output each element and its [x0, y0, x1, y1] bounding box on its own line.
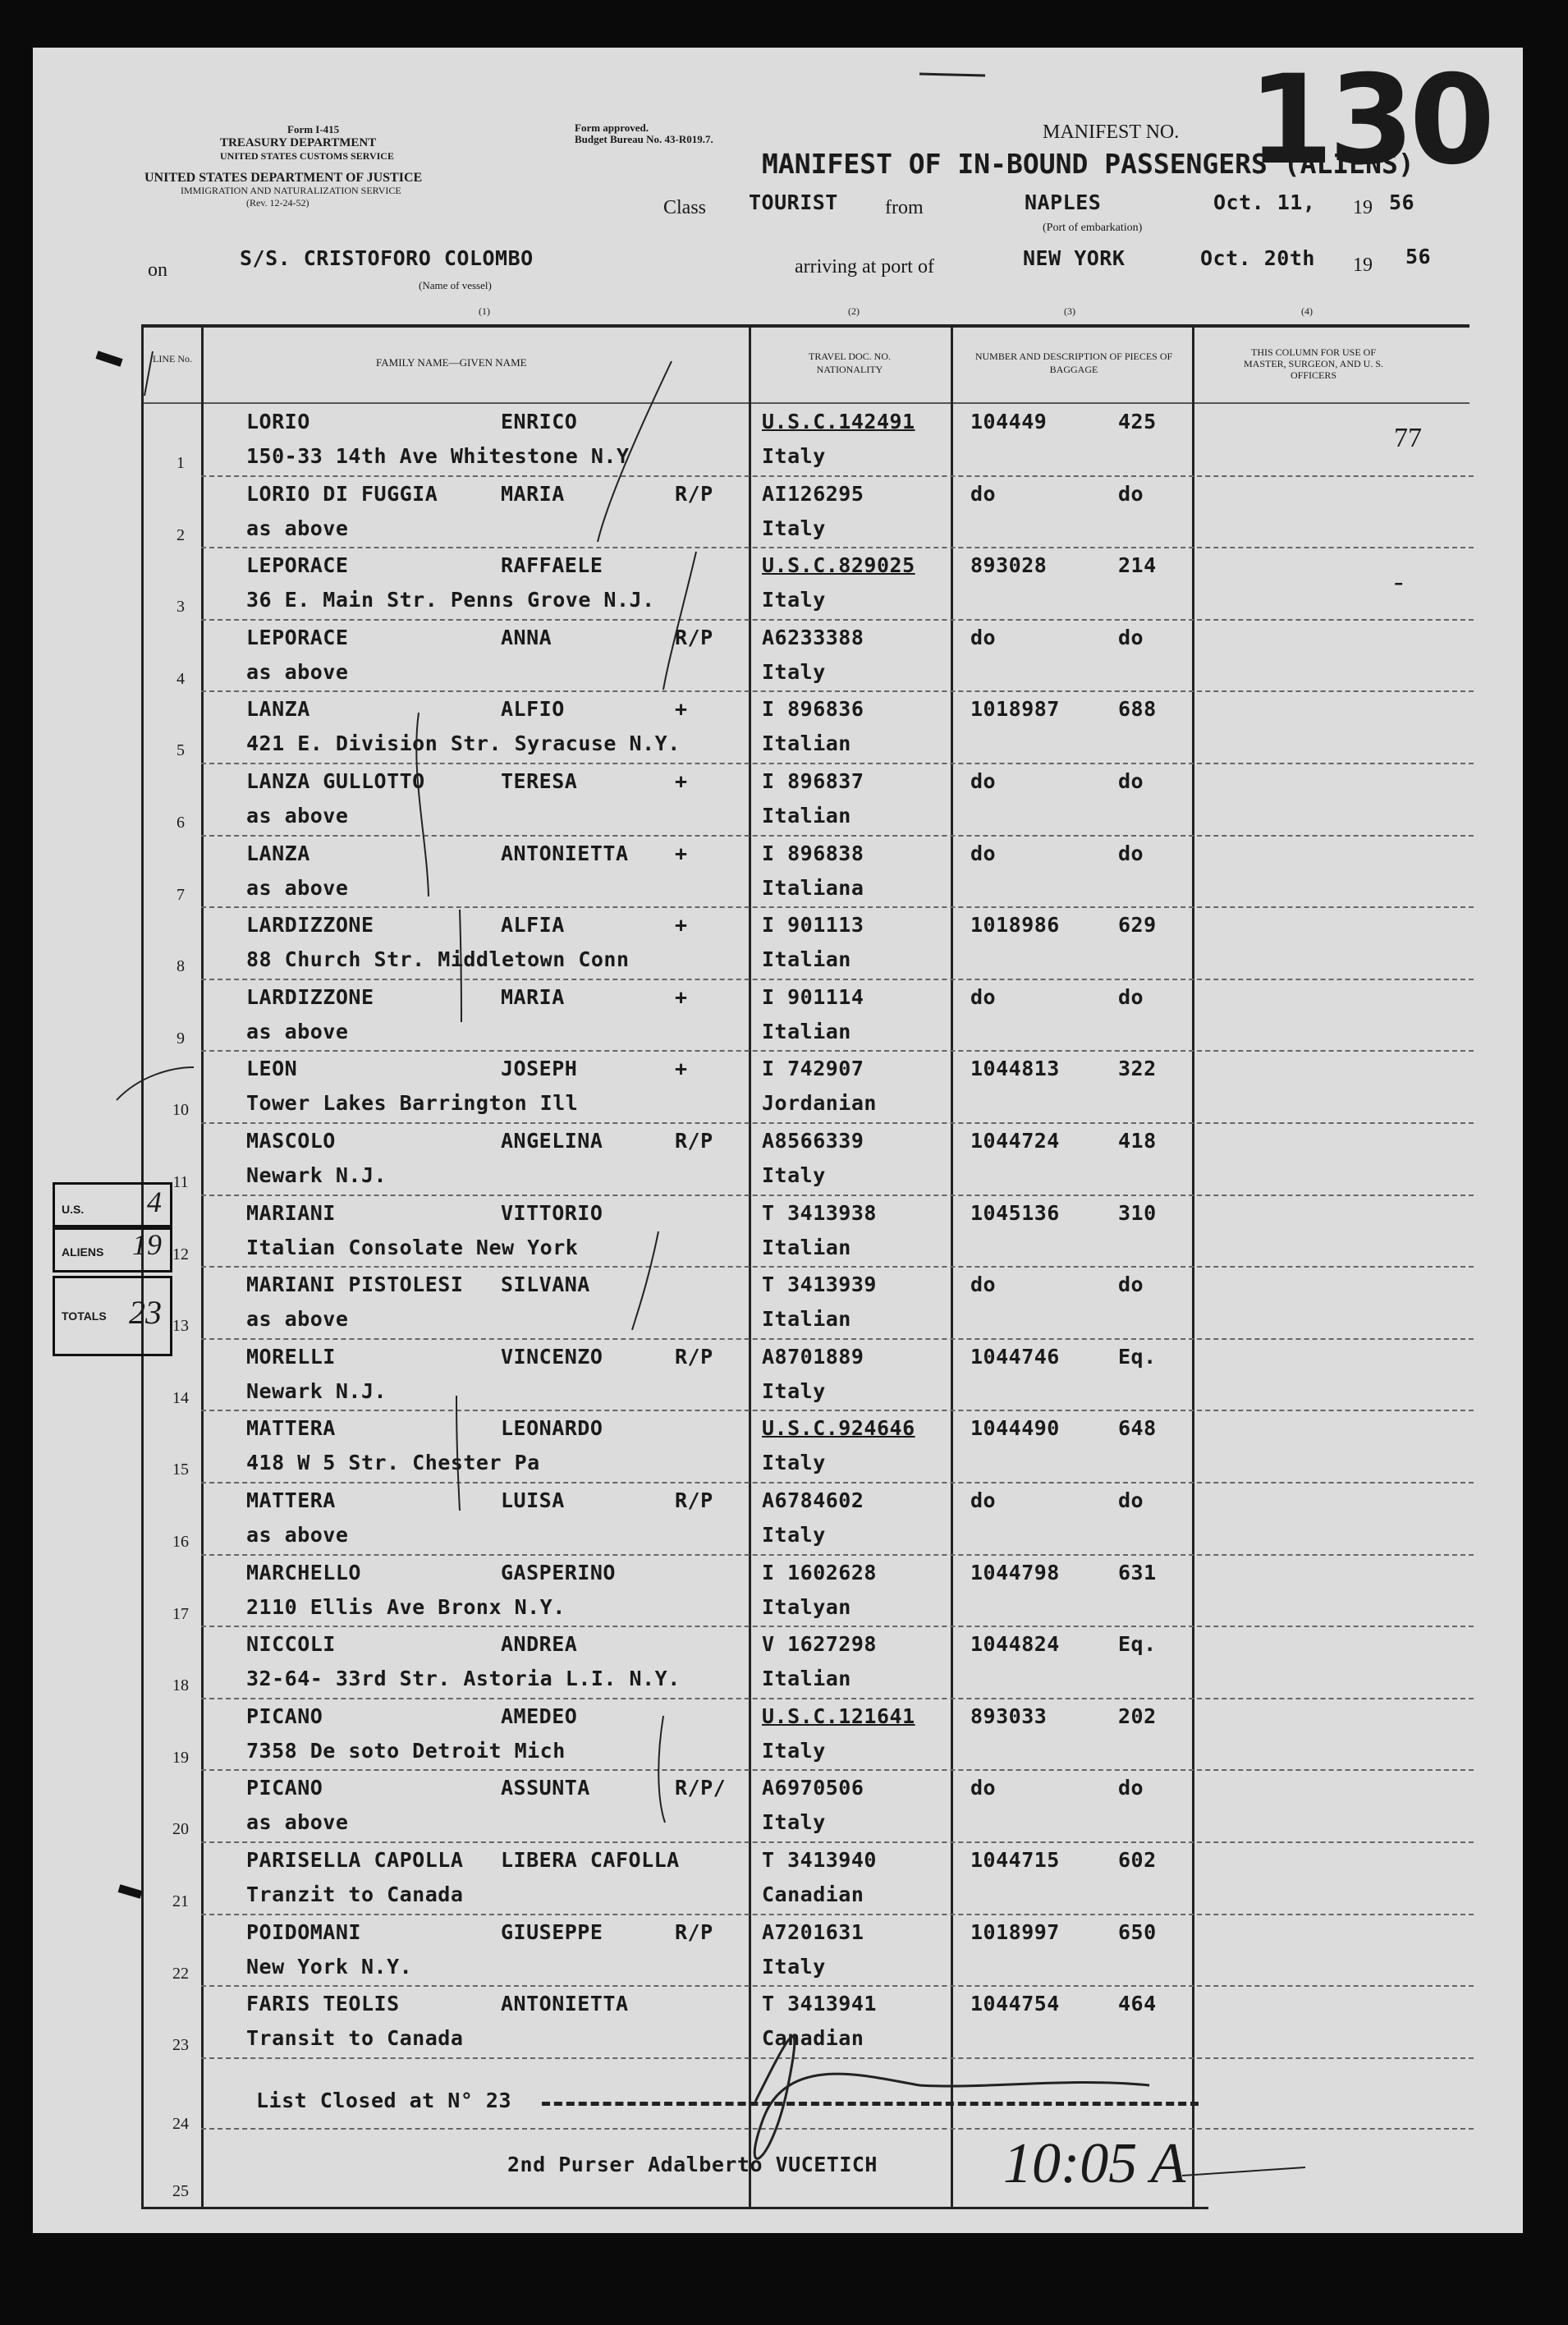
nationality: Italian: [762, 1667, 851, 1691]
baggage-number: do: [970, 625, 997, 649]
on-label: on: [148, 259, 167, 281]
status-mark: R/P: [675, 1344, 713, 1369]
baggage-number: do: [970, 1273, 997, 1297]
baggage-number: 1018997: [970, 1919, 1060, 1944]
list-closed-dash-line: [542, 2102, 1199, 2106]
nationality: Canadian: [762, 2026, 864, 2051]
travel-doc-number: U.S.C.142491: [762, 410, 915, 433]
nationality: Jordanian: [762, 1091, 877, 1116]
ins-service: IMMIGRATION AND NATURALIZATION SERVICE: [181, 185, 401, 196]
from-year: 56: [1389, 190, 1415, 214]
list-closed-note: List Closed at N° 23: [256, 2089, 512, 2112]
line-number: 10: [172, 1101, 189, 1120]
status-mark: +: [675, 697, 688, 722]
nationality: Italy: [762, 1523, 826, 1547]
address: Tranzit to Canada: [246, 1882, 464, 1906]
header-baggage: NUMBER AND DESCRIPTION OF PIECES OF BAGGAGE: [974, 351, 1173, 375]
budget-bureau: Budget Bureau No. 43-R019.7.: [575, 133, 713, 145]
baggage-pieces: do: [1118, 984, 1144, 1009]
line-number: 20: [172, 1820, 189, 1839]
year-prefix-2: 19: [1353, 255, 1373, 276]
vessel-name: S/S. CRISTOFORO COLOMBO: [240, 246, 534, 270]
tally-stamp-totals: [53, 1276, 172, 1356]
col-number-3: (3): [1064, 305, 1075, 317]
status-mark: +: [675, 913, 688, 938]
family-name: LARDIZZONE: [246, 984, 374, 1009]
family-name: POIDOMANI: [246, 1919, 361, 1944]
class-label: Class: [663, 197, 707, 218]
baggage-number: 1044754: [970, 1992, 1060, 2016]
line-number: 1: [177, 454, 185, 472]
baggage-pieces: 602: [1118, 1848, 1157, 1872]
row-rule: [201, 1626, 1474, 1627]
line-number: 3: [177, 598, 185, 617]
col-number-2: (2): [848, 305, 860, 317]
nationality: Italy: [762, 1451, 826, 1475]
given-name: AMEDEO: [501, 1704, 578, 1728]
baggage-number: 1018986: [970, 913, 1060, 938]
customs-service: UNITED STATES CUSTOMS SERVICE: [220, 150, 394, 162]
given-name: TERESA: [501, 769, 578, 793]
given-name: GIUSEPPE: [501, 1919, 603, 1944]
line-number: 11: [172, 1173, 189, 1191]
from-date: Oct. 11,: [1213, 190, 1316, 214]
header-officers: THIS COLUMN FOR USE OF MASTER, SURGEON, AND U. S. OFFICERS: [1243, 346, 1384, 381]
baggage-pieces: 464: [1118, 1992, 1157, 2016]
line-number-24: 24: [172, 2115, 189, 2133]
given-name: ASSUNTA: [501, 1776, 590, 1800]
address: 418 W 5 Str. Chester Pa: [246, 1451, 540, 1475]
baggage-number: 104449: [970, 410, 1048, 433]
travel-doc-number: T 3413941: [762, 1992, 877, 2016]
baggage-pieces: do: [1118, 769, 1144, 793]
given-name: VITTORIO: [501, 1200, 603, 1225]
baggage-pieces: do: [1118, 1776, 1144, 1800]
baggage-pieces: Eq.: [1118, 1344, 1157, 1369]
address: as above: [246, 659, 349, 684]
address: 88 Church Str. Middletown Conn: [246, 947, 630, 972]
nationality: Canadian: [762, 1882, 864, 1906]
form-id: Form I-415: [287, 123, 340, 135]
row-rule: [201, 835, 1474, 837]
row-rule: [201, 619, 1474, 621]
baggage-pieces: do: [1118, 841, 1144, 865]
line-number: 19: [172, 1748, 189, 1767]
stamp-label-totals: TOTALS: [62, 1309, 107, 1323]
table-top-rule: [141, 324, 1469, 328]
manifest-title: MANIFEST OF IN-BOUND PASSENGERS (ALIENS): [762, 148, 1414, 180]
given-name: ANTONIETTA: [501, 1992, 629, 2016]
travel-doc-number: U.S.C.829025: [762, 553, 915, 578]
baggage-number: 1044746: [970, 1344, 1060, 1369]
row-rule: [201, 1266, 1474, 1268]
family-name: PARISELLA CAPOLLA: [246, 1848, 464, 1872]
row-rule: [201, 1914, 1474, 1915]
baggage-pieces: 310: [1118, 1200, 1157, 1225]
address: 421 E. Division Str. Syracuse N.Y.: [246, 731, 681, 756]
baggage-pieces: 214: [1118, 553, 1157, 578]
line-number: 17: [172, 1604, 189, 1623]
baggage-number: 1044824: [970, 1632, 1060, 1657]
baggage-pieces: 418: [1118, 1129, 1157, 1153]
status-mark: R/P: [675, 1129, 713, 1153]
row-rule: [201, 1195, 1474, 1196]
stamp-label-us: U.S.: [62, 1203, 85, 1216]
family-name: PICANO: [246, 1776, 323, 1800]
status-mark: +: [675, 841, 688, 865]
class-value: TOURIST: [749, 190, 838, 214]
baggage-pieces: Eq.: [1118, 1632, 1157, 1657]
row-rule: [201, 1338, 1474, 1340]
family-name: MATTERA: [246, 1416, 336, 1441]
col-number-1: (1): [479, 305, 490, 317]
travel-doc-number: I 901114: [762, 984, 864, 1009]
arrival-time-note: 10:05 A: [1003, 2132, 1186, 2195]
travel-doc-number: U.S.C.121641: [762, 1704, 915, 1728]
given-name: MARIA: [501, 481, 565, 506]
header-bottom-rule: [141, 402, 1469, 404]
status-mark: R/P/: [675, 1776, 727, 1800]
given-name: MARIA: [501, 984, 565, 1009]
family-name: LORIO: [246, 410, 310, 433]
status-mark: R/P: [675, 1488, 713, 1512]
travel-doc-number: I 1602628: [762, 1560, 877, 1584]
arrival-year: 56: [1405, 245, 1432, 268]
arriving-label: arriving at port of: [795, 256, 934, 277]
nationality: Italian: [762, 804, 851, 828]
nationality: Italian: [762, 947, 851, 972]
col-number-4: (4): [1301, 305, 1313, 317]
revision: (Rev. 12-24-52): [246, 197, 309, 209]
family-name: MARIANI PISTOLESI: [246, 1273, 464, 1297]
address: as above: [246, 1019, 349, 1043]
address: as above: [246, 1307, 349, 1332]
travel-doc-number: AI126295: [762, 481, 864, 506]
row-rule: [201, 1841, 1474, 1843]
row-rule: [201, 1050, 1474, 1052]
travel-doc-number: V 1627298: [762, 1632, 877, 1657]
nationality: Italy: [762, 659, 826, 684]
family-name: LEPORACE: [246, 625, 349, 649]
baggage-pieces: do: [1118, 1273, 1144, 1297]
baggage-pieces: 688: [1118, 697, 1157, 722]
baggage-pieces: 322: [1118, 1057, 1157, 1081]
baggage-pieces: do: [1118, 1488, 1144, 1512]
address: as above: [246, 516, 349, 540]
row-rule: [201, 979, 1474, 980]
nationality: Italy: [762, 1810, 826, 1835]
status-mark: +: [675, 1057, 688, 1081]
family-name: LANZA: [246, 697, 310, 722]
given-name: RAFFAELE: [501, 553, 603, 578]
baggage-number: 1044715: [970, 1848, 1060, 1872]
baggage-pieces: 648: [1118, 1416, 1157, 1441]
justice-dept: UNITED STATES DEPARTMENT OF JUSTICE: [144, 171, 423, 185]
line-number: 15: [172, 1461, 189, 1479]
from-label: from: [885, 197, 924, 218]
address: 2110 Ellis Ave Bronx N.Y.: [246, 1594, 566, 1619]
line-number: 22: [172, 1964, 189, 1983]
row-rule: [201, 475, 1474, 477]
nationality: Italian: [762, 1235, 851, 1259]
year-prefix-1: 19: [1353, 197, 1373, 218]
travel-doc-number: A6233388: [762, 625, 864, 649]
baggage-number: do: [970, 841, 997, 865]
port-embark-caption: (Port of embarkation): [1043, 222, 1143, 234]
line-number: 7: [177, 885, 185, 904]
travel-doc-number: I 896837: [762, 769, 864, 793]
baggage-pieces: 202: [1118, 1704, 1157, 1728]
address: 150-33 14th Ave Whitestone N.Y: [246, 444, 630, 468]
tally-stamp-us: [53, 1182, 172, 1230]
line-number-25: 25: [172, 2182, 189, 2200]
given-name: LUISA: [501, 1488, 565, 1512]
status-mark: R/P: [675, 625, 713, 649]
address: 32-64- 33rd Str. Astoria L.I. N.Y.: [246, 1667, 681, 1691]
baggage-pieces: 650: [1118, 1919, 1157, 1944]
header-travel-doc: TRAVEL DOC. NO. NATIONALITY: [808, 351, 891, 375]
line-number: 16: [172, 1533, 189, 1551]
status-mark: R/P: [675, 1919, 713, 1944]
given-name: SILVANA: [501, 1273, 590, 1297]
travel-doc-number: I 896836: [762, 697, 864, 722]
from-value: NAPLES: [1025, 190, 1102, 214]
family-name: LORIO DI FUGGIA: [246, 481, 438, 506]
stamp-label-aliens: ALIENS: [62, 1245, 104, 1259]
baggage-number: do: [970, 1488, 997, 1512]
travel-doc-number: A6970506: [762, 1776, 864, 1800]
row-rule: [201, 1482, 1474, 1484]
row-rule: [201, 547, 1474, 548]
address: 36 E. Main Str. Penns Grove N.J.: [246, 588, 655, 612]
baggage-number: 1044813: [970, 1057, 1060, 1081]
given-name: ANNA: [501, 625, 552, 649]
baggage-number: do: [970, 769, 997, 793]
given-name: ALFIO: [501, 697, 565, 722]
family-name: LANZA: [246, 841, 310, 865]
line-number: 6: [177, 814, 185, 832]
baggage-number: 893028: [970, 553, 1048, 578]
travel-doc-number: T 3413940: [762, 1848, 877, 1872]
address: 7358 De soto Detroit Mich: [246, 1738, 566, 1763]
row-rule: [201, 690, 1474, 692]
line-number: 13: [172, 1317, 189, 1336]
baggage-number: 1018987: [970, 697, 1060, 722]
nationality: Italyan: [762, 1594, 851, 1619]
address: Newark N.J.: [246, 1378, 387, 1403]
row-rule: [201, 1698, 1474, 1699]
baggage-number: 1044490: [970, 1416, 1060, 1441]
line-number: 14: [172, 1388, 189, 1407]
nationality: Italian: [762, 731, 851, 756]
baggage-pieces: 631: [1118, 1560, 1157, 1584]
line-number: 21: [172, 1892, 189, 1910]
baggage-pieces: do: [1118, 625, 1144, 649]
family-name: FARIS TEOLIS: [246, 1992, 400, 2016]
travel-doc-number: T 3413938: [762, 1200, 877, 1225]
row-rule: [201, 2057, 1474, 2059]
family-name: LEON: [246, 1057, 298, 1081]
given-name: GASPERINO: [501, 1560, 616, 1584]
address: as above: [246, 1523, 349, 1547]
family-name: LANZA GULLOTTO: [246, 769, 425, 793]
line-number: 5: [177, 741, 185, 760]
address: New York N.Y.: [246, 1954, 413, 1979]
travel-doc-number: I 901113: [762, 913, 864, 938]
given-name: ENRICO: [501, 410, 578, 433]
header-line-no: LINE No.: [153, 353, 192, 365]
purser-name: 2nd Purser Adalberto VUCETICH: [507, 2153, 878, 2176]
baggage-number: 1045136: [970, 1200, 1060, 1225]
address: Newark N.J.: [246, 1163, 387, 1187]
row-rule: [201, 1985, 1474, 1987]
nationality: Italy: [762, 444, 826, 468]
given-name: LIBERA CAFOLLA: [501, 1848, 680, 1872]
row-rule: [201, 763, 1474, 764]
line-number: 23: [172, 2036, 189, 2055]
nationality: Italian: [762, 1019, 851, 1043]
travel-doc-number: A6784602: [762, 1488, 864, 1512]
officer-note: -: [1394, 566, 1404, 598]
given-name: ANTONIETTA: [501, 841, 629, 865]
family-name: MARIANI: [246, 1200, 336, 1225]
given-name: JOSEPH: [501, 1057, 578, 1081]
manifest-no-label: MANIFEST NO.: [1043, 122, 1180, 143]
row-rule: [201, 1769, 1474, 1771]
address: Transit to Canada: [246, 2026, 464, 2051]
row-rule-24: [201, 2128, 1474, 2130]
family-name: MATTERA: [246, 1488, 336, 1512]
baggage-pieces: 425: [1118, 410, 1157, 433]
travel-doc-number: I 742907: [762, 1057, 864, 1081]
baggage-number: 893033: [970, 1704, 1048, 1728]
stamp-value-aliens: 19: [132, 1228, 162, 1261]
baggage-pieces: do: [1118, 481, 1144, 506]
address: Tower Lakes Barrington Ill: [246, 1091, 579, 1116]
status-mark: +: [675, 984, 688, 1009]
travel-doc-number: A8566339: [762, 1129, 864, 1153]
line-number: 18: [172, 1676, 189, 1695]
vessel-caption: (Name of vessel): [419, 279, 492, 291]
status-mark: R/P: [675, 481, 713, 506]
given-name: ALFIA: [501, 913, 565, 938]
family-name: LEPORACE: [246, 553, 349, 578]
nationality: Italy: [762, 516, 826, 540]
nationality: Italy: [762, 1163, 826, 1187]
given-name: LEONARDO: [501, 1416, 603, 1441]
given-name: ANGELINA: [501, 1129, 603, 1153]
nationality: Italiana: [762, 875, 864, 900]
tally-stamp-aliens: [53, 1225, 172, 1273]
row-rule: [201, 906, 1474, 908]
given-name: ANDREA: [501, 1632, 578, 1657]
nationality: Italy: [762, 1378, 826, 1403]
travel-doc-number: U.S.C.924646: [762, 1416, 915, 1441]
form-approved: Form approved.: [575, 122, 649, 134]
address: Italian Consolate New York: [246, 1235, 579, 1259]
address: as above: [246, 875, 349, 900]
row-rule: [201, 1410, 1474, 1411]
family-name: PICANO: [246, 1704, 323, 1728]
travel-doc-number: A7201631: [762, 1919, 864, 1944]
baggage-pieces: 629: [1118, 913, 1157, 938]
table-bottom-rule: [141, 2207, 1208, 2209]
baggage-number: do: [970, 984, 997, 1009]
given-name: VINCENZO: [501, 1344, 603, 1369]
status-mark: +: [675, 769, 688, 793]
family-name: LARDIZZONE: [246, 913, 374, 938]
line-number: 12: [172, 1245, 189, 1263]
nationality: Italy: [762, 1954, 826, 1979]
officer-note: 77: [1394, 423, 1422, 453]
row-rule: [201, 1122, 1474, 1124]
baggage-number: 1044724: [970, 1129, 1060, 1153]
line-number: 8: [177, 957, 185, 976]
baggage-number: do: [970, 481, 997, 506]
header-name: FAMILY NAME—GIVEN NAME: [376, 356, 527, 369]
family-name: MORELLI: [246, 1344, 336, 1369]
arrival-date: Oct. 20th: [1200, 246, 1315, 270]
address: as above: [246, 804, 349, 828]
arrival-port: NEW YORK: [1023, 246, 1126, 270]
line-number: 2: [177, 525, 185, 544]
travel-doc-number: I 896838: [762, 841, 864, 865]
line-number: 9: [177, 1029, 185, 1048]
nationality: Italy: [762, 1738, 826, 1763]
travel-doc-number: T 3413939: [762, 1273, 877, 1297]
row-rule: [201, 1554, 1474, 1556]
baggage-number: do: [970, 1776, 997, 1800]
travel-doc-number: A8701889: [762, 1344, 864, 1369]
line-number: 4: [177, 669, 185, 688]
stamp-value-us: 4: [147, 1185, 162, 1218]
nationality: Italian: [762, 1307, 851, 1332]
manifest-number: 130: [1248, 49, 1491, 192]
baggage-number: 1044798: [970, 1560, 1060, 1584]
treasury-dept: TREASURY DEPARTMENT: [220, 136, 377, 149]
family-name: NICCOLI: [246, 1632, 336, 1657]
family-name: MASCOLO: [246, 1129, 336, 1153]
nationality: Italy: [762, 588, 826, 612]
stamp-value-totals: 23: [129, 1294, 162, 1331]
family-name: MARCHELLO: [246, 1560, 361, 1584]
address: as above: [246, 1810, 349, 1835]
